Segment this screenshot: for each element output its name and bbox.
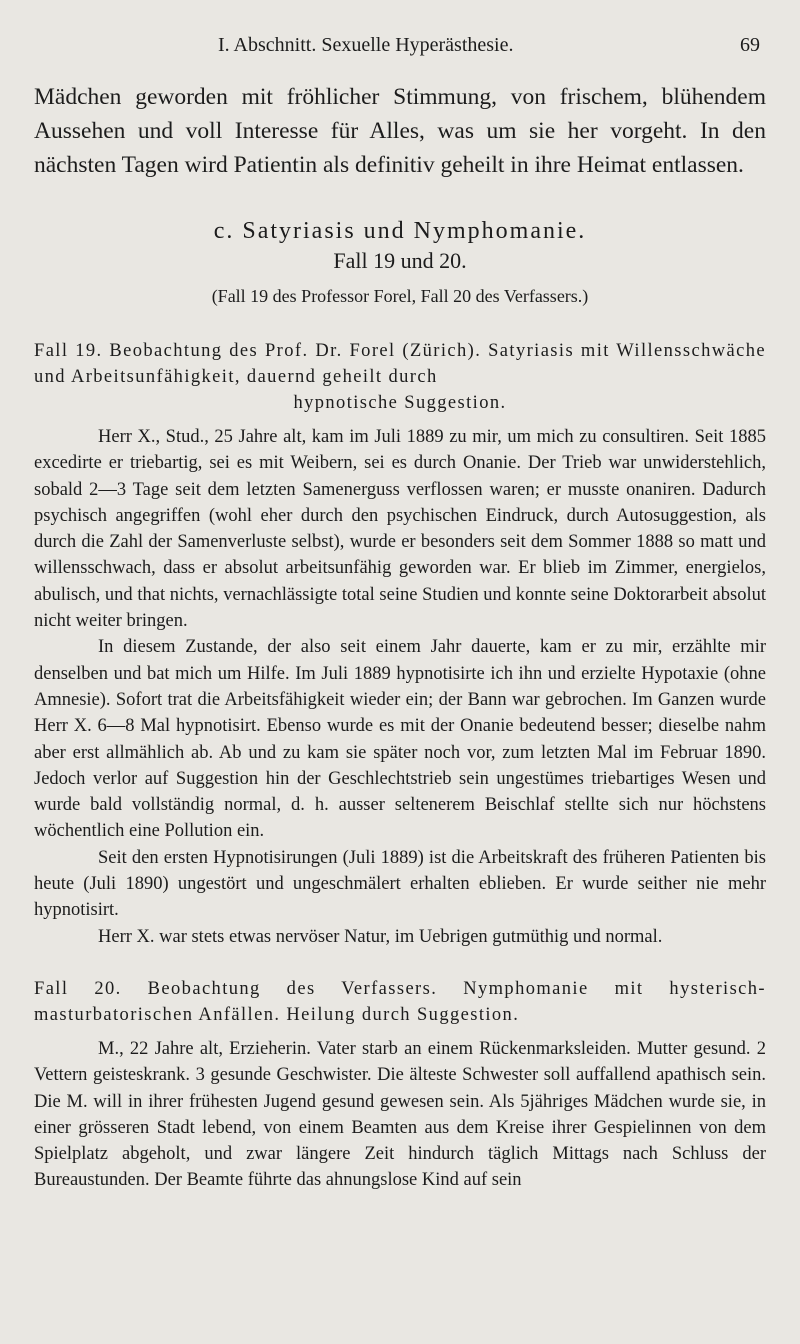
section-subtitle: Fall 19 und 20.: [333, 248, 467, 273]
case-19-heading-text: Fall 19. Beobachtung des Prof. Dr. Forel (Zürich). Satyriasis mit Willensschwäche und Arbeitsunfähigkeit, dauernd geheilt durch: [34, 341, 766, 387]
header-title: I. Abschnitt. Sexuelle Hyperästhesie.: [218, 34, 514, 56]
case-20-heading: Fall 20. Beobachtung des Verfassers. Nymphomanie mit hysterisch-masturbatorischen Anfällen. Heilung durch Suggestion.: [34, 978, 766, 1025]
intro-paragraph: Mädchen geworden mit fröhlicher Stimmung, von frischem, blühendem Aussehen und voll Interesse für Alles, was um sie her vorgeht. In den nächsten Tagen wird Patientin als definitiv geheilt in ihre Heimat entlassen.: [34, 84, 766, 178]
case-19-heading-last-line: hypnotische Suggestion.: [293, 393, 507, 413]
case-19-paragraph-1: Herr X., Stud., 25 Jahre alt, kam im Juli 1889 zu mir, um mich zu consultiren. Seit 1885 excedirte er triebartig, sei es mit Weibern, sei es durch Onanie. Der Trieb war unwiderstehlich, sobald 2—3 Tage seit dem letzten Samenerguss verflossen waren; er musste onaniren. Dadurch psychisch angegriffen (wohl eher durch den psychischen Eindruck, durch Autosuggestion, als durch die Zahl der Samenverluste selbst), wurde er besonders seit dem Sommer 1888 so matt und willensschwach, dass er absolut arbeitsunfähig geworden war. Er blieb im Zimmer, energielos, abulisch, und that nichts, vernachlässigte total seine Studien und konnte seine Doktorarbeit absolut nicht weiter bringen.: [34, 427, 766, 632]
case-19-paragraph-4: Herr X. war stets etwas nervöser Natur, im Uebrigen gutmüthig und normal.: [98, 926, 663, 947]
section-title: c. Satyriasis und Nymphomanie.: [213, 218, 587, 244]
case-19-body: [34, 424, 766, 950]
case-19-paragraph-3: Seit den ersten Hypnotisirungen (Juli 1889) ist die Arbeitskraft des früheren Patienten bis heute (Juli 1890) ungestört und ungeschmälert erhalten eblieben. Er wurde seither nie mehr hypnotisirt.: [34, 847, 766, 921]
case-20-paragraph-1: M., 22 Jahre alt, Erzieherin. Vater starb an einem Rückenmarksleiden. Mutter gesund. 2 Vettern geisteskrank. 3 gesunde Geschwister. Die älteste Schwester soll auffallend apathisch sein. Die M. will in ihrer frühesten Jugend gesund gewesen sein. Als 5jähriges Mädchen wurde sie, in einer grösseren Stadt lebend, von einem Beamten aus dem Kreise ihrer Gespielinnen von dem Spielplatz abgeholt, und zwar längere Zeit hindurch täglich Mittags nach Schluss der Bureaustunden. Der Beamte führte das ahnungslose Kind auf sein: [34, 1038, 766, 1191]
running-header: [34, 28, 766, 72]
case-19-heading: [34, 338, 766, 416]
section-note: (Fall 19 des Professor Forel, Fall 20 des Verfassers.): [211, 286, 589, 306]
case-19-paragraph-2: In diesem Zustande, der also seit einem Jahr dauerte, kam er zu mir, erzählte mir denselben und bat mich um Hilfe. Im Juli 1889 hypnotisirte ich ihn und erzielte Hypotaxie (ohne Amnesie). Sofort trat die Arbeitsfähigkeit wieder ein; der Bann war gebrochen. Im Ganzen wurde Herr X. 6—8 Mal hypnotisirt. Ebenso wurde es mit der Onanie bedeutend besser; dieselbe nahm aber erst allmählich ab. Ab und zu kam sie später noch vor, zum letzten Mal im Februar 1890. Jedoch verlor auf Suggestion hin der Geschlechtstrieb sein ungestümes triebartiges Wesen und wurde bald vollständig normal, d. h. ausser seltenerem Beischlaf stellte sich nur höchstens wöchentlich eine Pollution ein.: [34, 637, 766, 842]
case-20-body: [34, 1036, 766, 1194]
page-number: 69: [740, 34, 760, 56]
